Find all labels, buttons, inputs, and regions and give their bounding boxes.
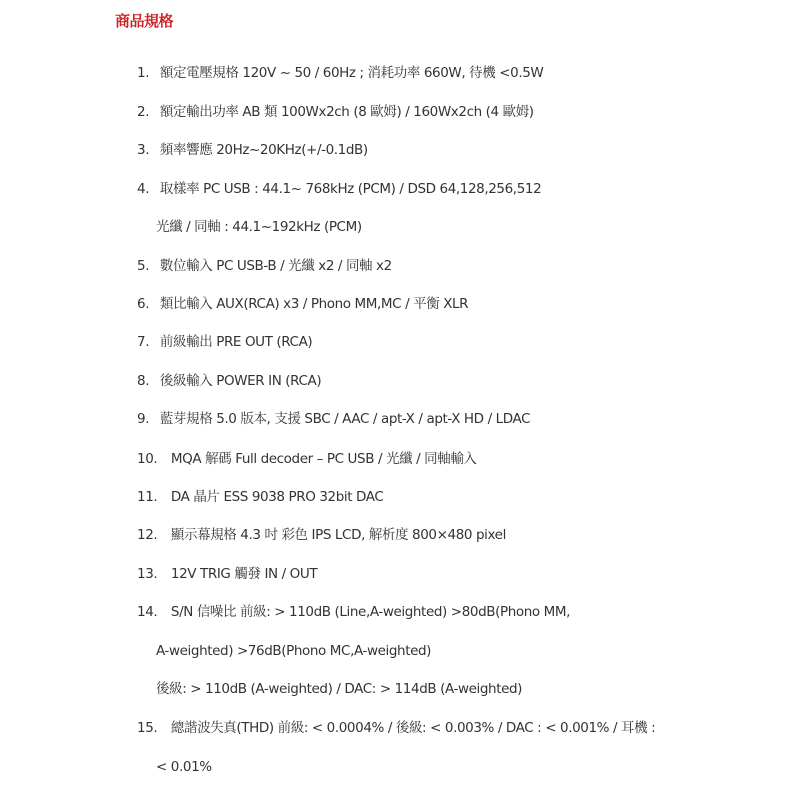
item-number: 4. [137,181,150,197]
list-item [137,488,383,506]
item-number: 14. [137,604,158,620]
list-item [137,603,570,621]
item-text: 額定輸出功率 AB 類 100Wx2ch (8 歐姆) / 160Wx2ch (4 歐姆) [159,104,534,120]
list-item [137,295,468,313]
item-text: 藍芽規格 5.0 版本, 支援 SBC / AAC / apt-X / apt-X HD / LDAC [159,411,531,427]
item-text: MQA 解碼 Full decoder – PC USB / 光纖 / 同軸輸入 [170,451,477,467]
item-text: 後級輸入 POWER IN (RCA) [159,373,322,389]
list-item [137,450,477,468]
page-title: 商品規格 [115,12,174,30]
list-item [137,719,655,737]
list-item [137,64,543,82]
item-number: 6. [137,296,150,312]
item-text: S/N 信噪比 前級: > 110dB (Line,A-weighted) >80dB(Phono MM, [170,604,571,620]
item-number: 13. [137,566,158,582]
item-text: 12V TRIG 觸發 IN / OUT [170,566,318,582]
list-item [137,526,506,544]
item-number: 10. [137,451,158,467]
item-number: 3. [137,142,150,158]
item-number: 2. [137,104,150,120]
item-text: 取樣率 PC USB : 44.1~ 768kHz (PCM) / DSD 64,128,256,512 [159,181,542,197]
list-item [137,333,312,351]
item-number: 5. [137,258,150,274]
item-number: 12. [137,527,158,543]
item-number: 9. [137,411,150,427]
list-item [137,372,321,390]
item-text: DA 晶片 ESS 9038 PRO 32bit DAC [170,489,384,505]
item-number: 15. [137,720,158,736]
list-item [137,257,392,275]
list-item [137,103,534,121]
list-item [137,565,317,583]
item-number: 1. [137,65,150,81]
item-text: 數位輸入 PC USB-B / 光纖 x2 / 同軸 x2 [159,258,392,274]
item-number: 8. [137,373,150,389]
item-text: 額定電壓規格 120V ~ 50 / 60Hz ; 消耗功率 660W, 待機 <0.5W [159,65,544,81]
item-text: 類比輸入 AUX(RCA) x3 / Phono MM,MC / 平衡 XLR [159,296,469,312]
item-text: 前級輸出 PRE OUT (RCA) [159,334,313,350]
list-item [137,410,530,428]
item-text: 頻率響應 20Hz~20KHz(+/-0.1dB) [159,142,368,158]
list-item-continuation: 光纖 / 同軸 : 44.1~192kHz (PCM) [156,219,362,235]
list-item-continuation: 後級: > 110dB (A-weighted) / DAC: > 114dB (A-weighted) [156,681,523,697]
list-item-continuation: A-weighted) >76dB(Phono MC,A-weighted) [156,643,432,659]
list-item [137,141,368,159]
item-number: 7. [137,334,150,350]
item-text: 顯示幕規格 4.3 吋 彩色 IPS LCD, 解析度 800×480 pixel [170,527,506,543]
list-item-continuation: < 0.01% [156,759,212,775]
list-item [137,180,541,198]
item-text: 總諧波失真(THD) 前級: < 0.0004% / 後級: < 0.003% / DAC : < 0.001% / 耳機 : [170,720,656,736]
item-number: 11. [137,489,158,505]
